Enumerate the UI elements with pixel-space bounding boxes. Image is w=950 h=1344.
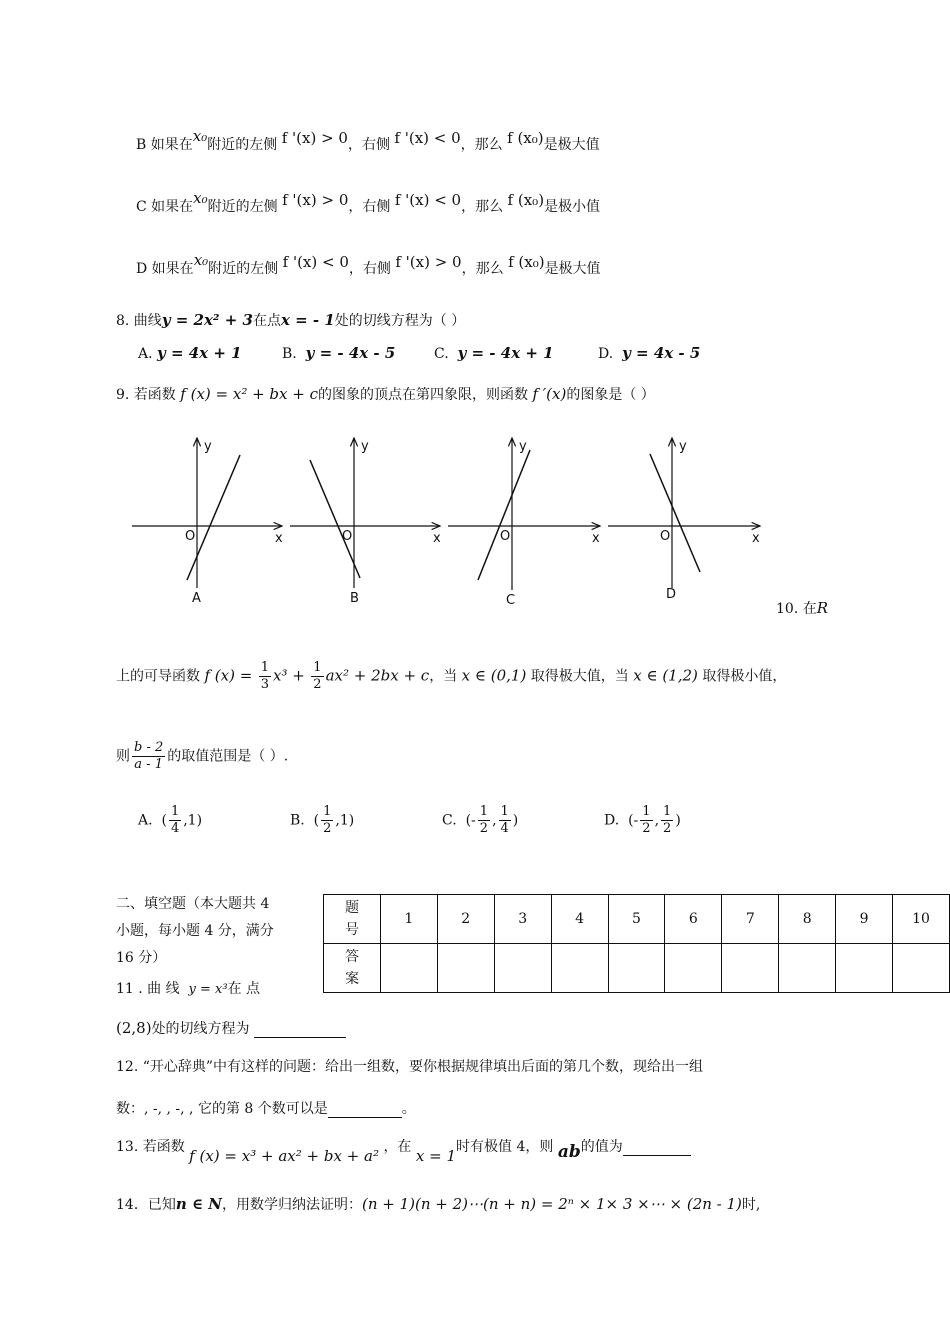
graph-d-label: D <box>666 587 677 602</box>
q8-option-b: B. y = - 4x - 5 <box>282 344 396 362</box>
graph-b-x-label: x <box>433 531 441 546</box>
table-cell: 9 <box>836 895 893 944</box>
q12-line1: 12. “开心辞典”中有这样的问题：给出一组数，要你根据规律填出后面的第几个数，现给出一组 <box>116 1059 704 1075</box>
graph-c-origin: O <box>500 529 511 544</box>
graph-d-y-label: y <box>679 439 687 454</box>
answer-cell[interactable] <box>437 944 494 993</box>
answer-cell[interactable] <box>665 944 722 993</box>
q13-stem: 13. 若函数 f (x) = x³ + ax² + bx + a² ，在 x = 1时有极值 4，则 ab的值为 <box>116 1136 691 1156</box>
graph-a <box>132 438 283 606</box>
q7-option-b: B 如果在x₀附近的左侧 f '(x) > 0，右侧 f '(x) < 0，那么 f (x₀)是极大值 <box>136 127 600 153</box>
answer-cell[interactable] <box>551 944 608 993</box>
q7-option-d: D 如果在x₀附近的左侧 f '(x) < 0，右侧 f '(x) > 0，那么 f (x₀)是极大值 <box>136 251 601 277</box>
table-cell: 5 <box>608 895 665 944</box>
graph-a-label: A <box>192 591 201 606</box>
q10-option-b: B. ( $\frac{1}{2}$ ,1) <box>290 804 355 836</box>
q8-stem: 8. 曲线y = 2x² + 3在点x = - 1处的切线方程为（ ） <box>116 311 466 329</box>
q10-stem: 上的可导函数 f (x) = $\frac{1}{3}$ x³ + $\frac{1}{2}$ ax² + 2bx + c，当 x ∈ (0,1) 取得极大值，当 x ∈ (1,2) 取得极小值， <box>116 660 787 692</box>
answer-table-number-row <box>324 895 950 944</box>
graph-b-label: B <box>350 591 359 606</box>
graph-d-x-label: x <box>752 531 760 546</box>
q11-line1: 11 . 曲 线 y = x³在 点 <box>116 981 261 997</box>
table-cell: 8 <box>779 895 836 944</box>
graph-a-y-label: y <box>204 439 212 454</box>
table-cell: 3 <box>494 895 551 944</box>
section2-heading: 二、填空题（本大题共 4 小题，每小题 4 分，满分 16 分） <box>116 896 274 966</box>
table-cell: 4 <box>551 895 608 944</box>
q9-graphs <box>120 430 780 610</box>
table-cell: 6 <box>665 895 722 944</box>
answer-cell[interactable] <box>380 944 437 993</box>
graph-d <box>608 438 760 602</box>
graph-b-y-label: y <box>361 439 369 454</box>
table-cell: 10 <box>893 895 950 944</box>
answer-cell[interactable] <box>722 944 779 993</box>
answer-cell[interactable] <box>494 944 551 993</box>
table-cell: 1 <box>380 895 437 944</box>
q10-lead: 10. 在R <box>776 599 829 617</box>
q10-option-a: A. ( $\frac{1}{4}$ ,1) <box>138 804 203 836</box>
q8-option-d: D. y = 4x - 5 <box>598 344 701 362</box>
graph-d-origin: O <box>660 529 671 544</box>
graph-a-origin: O <box>185 529 196 544</box>
graph-c-label: C <box>506 593 516 608</box>
graph-b <box>290 438 441 606</box>
table-cell: 2 <box>437 895 494 944</box>
answer-cell[interactable] <box>608 944 665 993</box>
answer-table-head-answer: 答 案 <box>324 944 381 993</box>
answer-cell[interactable] <box>836 944 893 993</box>
q13-blank[interactable] <box>623 1155 691 1156</box>
q9-stem: 9. 若函数 f (x) = x² + bx + c的图象的顶点在第四象限，则函数 f ′(x)的图象是（ ） <box>116 385 655 403</box>
q11-blank[interactable] <box>254 1037 346 1038</box>
q10-ratio: 则 $\frac{b - 2}{a - 1}$ 的取值范围是（ ）. <box>116 740 289 772</box>
graph-c-x-label: x <box>592 531 600 546</box>
q10-option-d: D. (- $\frac{1}{2}$ , $\frac{1}{2}$ ) <box>604 804 681 836</box>
answer-cell[interactable] <box>779 944 836 993</box>
answer-table <box>323 894 950 993</box>
q8-option-a: A. y = 4x + 1 <box>138 344 242 362</box>
graph-b-origin: O <box>342 529 353 544</box>
answer-cell[interactable] <box>893 944 950 993</box>
q12-blank[interactable] <box>328 1117 402 1118</box>
table-cell: 7 <box>722 895 779 944</box>
q8-option-c: C. y = - 4x + 1 <box>434 344 554 362</box>
q10-option-c: C. (- $\frac{1}{2}$ , $\frac{1}{4}$ ) <box>442 804 519 836</box>
answer-table-answer-row <box>324 944 950 993</box>
q11-line2: (2,8)处的切线方程为 <box>116 1018 346 1038</box>
graph-a-x-label: x <box>275 531 283 546</box>
q14-stem: 14．已知n ∈ N，用数学归纳法证明：(n + 1)(n + 2)⋯(n + n) = 2ⁿ × 1× 3 ×⋯ × (2n - 1)时, <box>116 1195 761 1213</box>
graph-c <box>448 438 600 608</box>
graph-c-y-label: y <box>519 439 527 454</box>
q7-option-c: C 如果在x₀附近的左侧 f '(x) > 0，右侧 f '(x) < 0，那么 f (x₀)是极小值 <box>136 189 601 215</box>
answer-table-head-number: 题 号 <box>324 895 381 944</box>
q12-line2: 数：, -, , -, , 它的第 8 个数可以是 。 <box>116 1101 416 1117</box>
